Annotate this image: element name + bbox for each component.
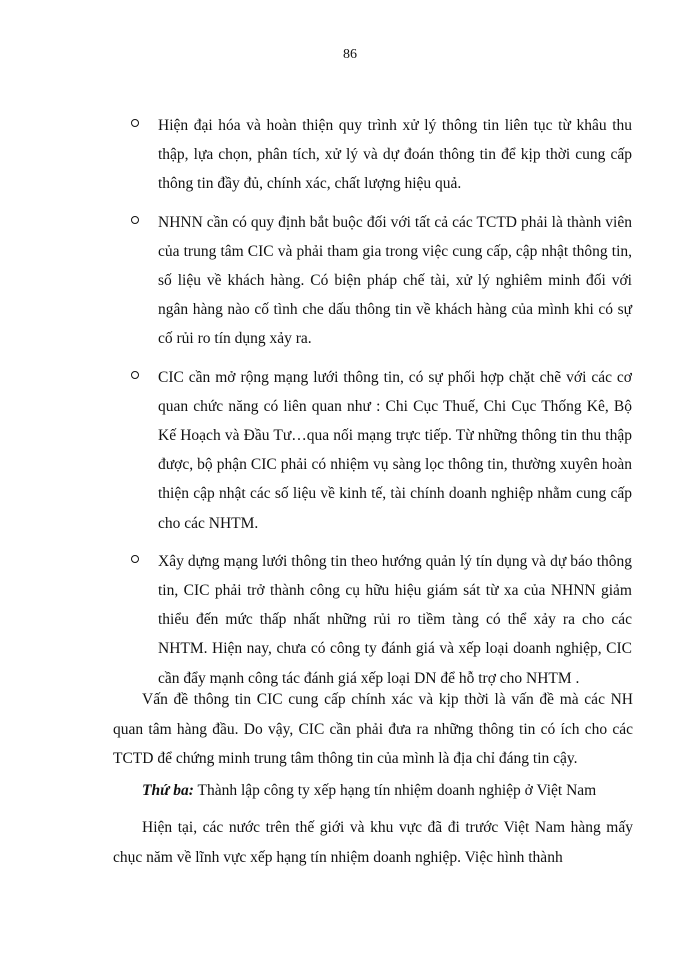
section-heading-text: Thành lập công ty xếp hạng tín nhiệm doanh nghiệp ở Việt Nam <box>193 782 597 799</box>
list-item-text: NHNN cần có quy định bắt buộc đối với tất cả các TCTD phải là thành viên của trung tâm CIC và phải tham gia trong việc cung cấp, cập nhật thông tin, số liệu về khách hàng. Có biện pháp chế tài, xử lý nghiêm minh đối với ngân hàng nào cố tình che dấu thông tin về khách hàng của mình khi có sự cố rủi ro tín dụng xảy ra. <box>158 213 632 348</box>
section-heading-paragraph <box>113 776 633 806</box>
page-number: 86 <box>343 47 357 62</box>
list-item <box>0 547 700 693</box>
list-item-text: Hiện đại hóa và hoàn thiện quy trình xử lý thông tin liên tục từ khâu thu thập, lựa chọn, phân tích, xử lý và dự đoán thông tin để kịp thời cung cấp thông tin đầy đủ, chính xác, chất lượng hiệu quả. <box>158 117 632 193</box>
circle-bullet-icon <box>131 216 139 224</box>
circle-bullet-icon <box>131 371 139 379</box>
list-item <box>0 363 700 538</box>
list-item <box>0 208 700 354</box>
circle-bullet-icon <box>131 119 139 127</box>
body-paragraph: Vấn đề thông tin CIC cung cấp chính xác và kịp thời là vấn đề mà các NH quan tâm hàng đầu. Do vậy, CIC cần phải đưa ra những thông tin có ích cho các TCTD để chứng minh trung tâm thông tin của mình là địa chỉ đáng tin cậy. <box>113 691 633 768</box>
list-item <box>0 111 700 199</box>
body-paragraph: Hiện tại, các nước trên thế giới và khu vực đã đi trước Việt Nam hàng mấy chục năm về lĩnh vực xếp hạng tín nhiệm doanh nghiệp. Việc hình thành <box>113 819 633 866</box>
section-lead: Thứ ba: <box>142 782 194 799</box>
list-item-text: Xây dựng mạng lưới thông tin theo hướng quản lý tín dụng và dự báo thông tin, CIC phải trở thành công cụ hữu hiệu giám sát từ xa của NHNN giảm thiểu đến mức thấp nhất những rủi ro tiềm tàng có thể xảy ra cho các NHTM. Hiện nay, chưa có công ty đánh giá và xếp loại doanh nghiệp, CIC cần đẩy mạnh công tác đánh giá xếp loại DN để hỗ trợ cho NHTM . <box>158 552 632 687</box>
circle-bullet-icon <box>131 555 139 563</box>
list-item-text: CIC cần mở rộng mạng lưới thông tin, có sự phối hợp chặt chẽ với các cơ quan chức năng có liên quan như : Chi Cục Thuế, Chi Cục Thống Kê, Bộ Kế Hoạch và Đầu Tư…qua nối mạng trực tiếp. Từ những thông tin thu thập được, bộ phận CIC phải có nhiệm vụ sàng lọc thông tin, thường xuyên hoàn thiện cập nhật các số liệu về kinh tế, tài chính doanh nghiệp nhằm cung cấp cho các NHTM. <box>158 368 632 532</box>
bullet-list <box>0 111 700 702</box>
